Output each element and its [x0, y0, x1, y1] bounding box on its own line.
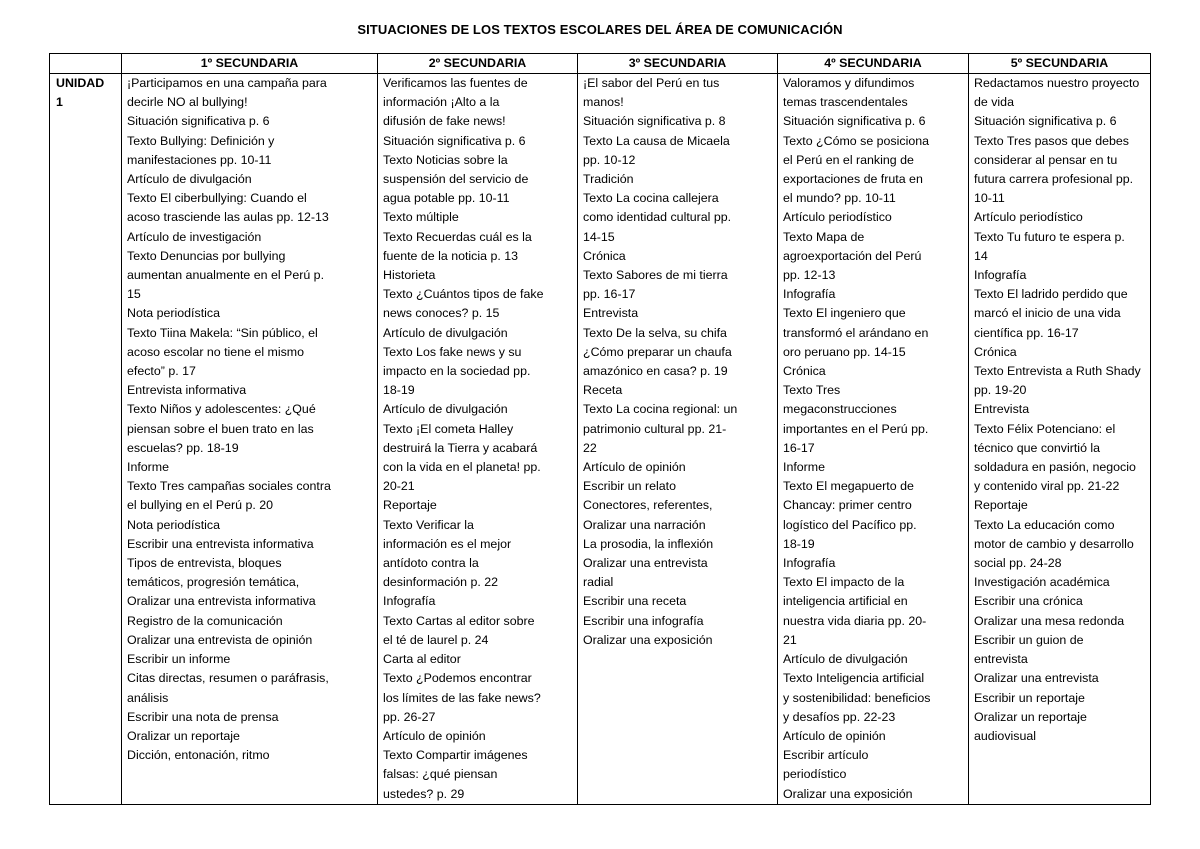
cell-line: Escribir artículo — [783, 748, 869, 763]
content-table — [49, 53, 1151, 805]
cell-line: Entrevista — [583, 306, 639, 321]
cell-line: el té de laurel p. 24 — [383, 632, 489, 647]
cell-line: Escribir una crónica — [974, 594, 1083, 609]
cell-line: La prosodia, la inflexión — [583, 536, 714, 551]
cell-line: Texto Félix Potenciano: el — [974, 421, 1116, 436]
cell-line: fuente de la noticia p. 13 — [383, 248, 519, 263]
header-1-secundaria: 1º SECUNDARIA — [122, 54, 378, 74]
cell-line: Artículo de investigación — [127, 229, 262, 244]
cell-line: Texto Tres campañas sociales contra — [127, 479, 331, 494]
cell-line: y sostenibilidad: beneficios — [783, 690, 931, 705]
cell-line: Texto Verificar la — [383, 517, 474, 532]
cell-line: Artículo de divulgación — [383, 402, 508, 417]
cell-line: Crónica — [583, 248, 626, 263]
cell-line: Chancay: primer centro — [783, 498, 912, 513]
cell-line: Receta — [583, 383, 623, 398]
unit-label: UNIDAD — [56, 76, 105, 90]
cell-line: Escribir una nota de prensa — [127, 709, 279, 724]
header-3-secundaria: 3º SECUNDARIA — [578, 54, 778, 74]
cell-line: Situación significativa p. 6 — [974, 114, 1117, 129]
cell-line: megaconstrucciones — [783, 402, 897, 417]
cell-line: suspensión del servicio de — [383, 172, 529, 187]
cell-line: Tradición — [583, 172, 634, 187]
cell-line: news conoces? p. 15 — [383, 306, 500, 321]
cell-line: Texto El megapuerto de — [783, 479, 914, 494]
cell-line: Redactamos nuestro proyecto — [974, 76, 1140, 90]
cell-line: Situación significativa p. 6 — [783, 114, 926, 129]
cell-line: Texto Tres pasos que debes — [974, 133, 1129, 148]
cell-line: Investigación académica — [974, 575, 1110, 590]
cell-line: Texto El ciberbullying: Cuando el — [127, 191, 307, 206]
cell-line: Escribir una infografía — [583, 613, 704, 628]
cell-line: Texto Bullying: Definición y — [127, 133, 275, 148]
cell-line: con la vida en el planeta! pp. — [383, 460, 541, 475]
cell-line: Oralizar una exposición — [583, 632, 713, 647]
cell-line: piensan sobre el buen trato en las — [127, 421, 314, 436]
cell-3-secundaria — [578, 74, 778, 805]
cell-line: el mundo? pp. 10-11 — [783, 191, 896, 206]
cell-line: Infografía — [383, 594, 436, 609]
cell-line: Texto Niños y adolescentes: ¿Qué — [127, 402, 316, 417]
unit-cell — [50, 74, 122, 805]
cell-line: Oralizar una entrevista — [974, 671, 1099, 686]
cell-line: Texto El ladrido perdido que — [974, 287, 1128, 302]
cell-line: Escribir un reportaje — [974, 690, 1085, 705]
cell-line: Texto ¡El cometa Halley — [383, 421, 514, 436]
cell-line: Texto ¿Podemos encontrar — [383, 671, 532, 686]
cell-line: Valoramos y difundimos — [783, 76, 915, 90]
cell-line: falsas: ¿qué piensan — [383, 767, 498, 782]
cell-line: ¡Participamos en una campaña para — [127, 76, 327, 90]
table-header-row — [50, 54, 1151, 74]
cell-line: manifestaciones pp. 10-11 — [127, 152, 272, 167]
cell-line: de vida — [974, 95, 1014, 110]
cell-line: amazónico en casa? p. 19 — [583, 364, 728, 379]
cell-line: Texto La cocina regional: un — [583, 402, 738, 417]
table-row-unidad-1 — [50, 74, 1151, 805]
cell-line: radial — [583, 575, 614, 590]
cell-line: técnico que convirtió la — [974, 440, 1101, 455]
cell-line: pp. 19-20 — [974, 383, 1027, 398]
cell-line: Texto Tu futuro te espera p. — [974, 229, 1125, 244]
cell-line: los límites de las fake news? — [383, 690, 541, 705]
cell-line: Historieta — [383, 268, 436, 283]
cell-line: Oralizar una entrevista de opinión — [127, 632, 313, 647]
cell-line: entrevista — [974, 652, 1028, 667]
cell-line: 10-11 — [974, 191, 1005, 206]
cell-line: agua potable pp. 10-11 — [383, 191, 510, 206]
cell-line: Conectores, referentes, — [583, 498, 713, 513]
cell-line: 14-15 — [583, 229, 615, 244]
cell-line: pp. 12-13 — [783, 268, 836, 283]
cell-line: pp. 16-17 — [583, 287, 636, 302]
cell-line: como identidad cultural pp. — [583, 210, 732, 225]
cell-line: Texto De la selva, su chifa — [583, 325, 727, 340]
cell-line: Oralizar una entrevista — [583, 556, 708, 571]
cell-line: 20-21 — [383, 479, 415, 494]
cell-line: y contenido viral pp. 21-22 — [974, 479, 1120, 494]
cell-line: inteligencia artificial en — [783, 594, 908, 609]
cell-1-secundaria — [122, 74, 378, 805]
cell-line: Reportaje — [383, 498, 437, 513]
cell-line: 18-19 — [383, 383, 415, 398]
cell-line: Oralizar una exposición — [783, 786, 913, 801]
cell-line: Texto Compartir imágenes — [383, 748, 528, 763]
cell-line: transformó el arándano en — [783, 325, 929, 340]
cell-line: acoso trasciende las aulas pp. 12-13 — [127, 210, 329, 225]
cell-line: Registro de la comunicación — [127, 613, 283, 628]
cell-line: manos! — [583, 95, 624, 110]
cell-line: Texto ¿Cuántos tipos de fake — [383, 287, 544, 302]
cell-line: Informe — [783, 460, 826, 475]
cell-line: antídoto contra la — [383, 556, 479, 571]
cell-line: exportaciones de fruta en — [783, 172, 923, 187]
cell-line: 21 — [783, 632, 797, 647]
cell-line: Texto ¿Cómo se posiciona — [783, 133, 930, 148]
cell-line: Verificamos las fuentes de — [383, 76, 528, 90]
cell-line: escuelas? pp. 18-19 — [127, 440, 239, 455]
cell-line: Oralizar una mesa redonda — [974, 613, 1125, 628]
cell-line: Carta al editor — [383, 652, 461, 667]
cell-line: 14 — [974, 248, 988, 263]
unit-number: 1 — [56, 95, 63, 110]
cell-line: Situación significativa p. 8 — [583, 114, 726, 129]
cell-line: temas trascendentales — [783, 95, 908, 110]
cell-line: información ¡Alto a la — [383, 95, 500, 110]
cell-line: Texto Sabores de mi tierra — [583, 268, 728, 283]
cell-line: destruirá la Tierra y acabará — [383, 440, 538, 455]
cell-line: logístico del Pacífico pp. — [783, 517, 917, 532]
cell-line: Infografía — [974, 268, 1027, 283]
cell-5-secundaria — [969, 74, 1151, 805]
cell-line: ¿Cómo preparar un chaufa — [583, 344, 732, 359]
cell-line: nuestra vida diaria pp. 20- — [783, 613, 927, 628]
cell-line: Oralizar una narración — [583, 517, 706, 532]
cell-line: y desafíos pp. 22-23 — [783, 709, 896, 724]
cell-line: el bullying en el Perú p. 20 — [127, 498, 274, 513]
cell-line: Escribir un informe — [127, 652, 231, 667]
cell-line: marcó el inicio de una vida — [974, 306, 1121, 321]
cell-line: pp. 26-27 — [383, 709, 436, 724]
cell-line: 16-17 — [783, 440, 815, 455]
cell-line: 18-19 — [783, 536, 815, 551]
cell-line: Situación significativa p. 6 — [127, 114, 270, 129]
cell-line: desinformación p. 22 — [383, 575, 499, 590]
cell-line: motor de cambio y desarrollo — [974, 536, 1134, 551]
cell-4-secundaria — [778, 74, 969, 805]
cell-line: Oralizar una entrevista informativa — [127, 594, 316, 609]
cell-line: información es el mejor — [383, 536, 512, 551]
cell-line: aumentan anualmente en el Perú p. — [127, 268, 325, 283]
cell-line: Reportaje — [974, 498, 1028, 513]
cell-line: Artículo de divulgación — [383, 325, 508, 340]
cell-line: 15 — [127, 287, 141, 302]
cell-line: soldadura en pasión, negocio — [974, 460, 1136, 475]
cell-line: Texto La causa de Micaela — [583, 133, 730, 148]
cell-line: Texto El impacto de la — [783, 575, 905, 590]
header-2-secundaria: 2º SECUNDARIA — [378, 54, 578, 74]
cell-line: audiovisual — [974, 728, 1036, 743]
cell-line: ¡El sabor del Perú en tus — [583, 76, 720, 90]
cell-line: Escribir una entrevista informativa — [127, 536, 314, 551]
cell-2-secundaria — [378, 74, 578, 805]
cell-line: Texto múltiple — [383, 210, 459, 225]
cell-line: agroexportación del Perú — [783, 248, 922, 263]
cell-line: Artículo periodístico — [974, 210, 1083, 225]
cell-line: Citas directas, resumen o paráfrasis, — [127, 671, 329, 686]
document-title: SITUACIONES DE LOS TEXTOS ESCOLARES DEL ÁREA DE COMUNICACIÓN — [357, 22, 843, 37]
cell-line: social pp. 24-28 — [974, 556, 1062, 571]
cell-line: Artículo de opinión — [583, 460, 686, 475]
cell-line: importantes en el Perú pp. — [783, 421, 929, 436]
cell-line: Entrevista informativa — [127, 383, 247, 398]
cell-line: Texto Noticias sobre la — [383, 152, 508, 167]
cell-line: Nota periodística — [127, 517, 220, 532]
cell-line: Texto Entrevista a Ruth Shady — [974, 364, 1141, 379]
cell-line: Texto El ingeniero que — [783, 306, 906, 321]
cell-line: Texto Recuerdas cuál es la — [383, 229, 532, 244]
cell-line: Entrevista — [974, 402, 1030, 417]
cell-line: Texto Tiina Makela: “Sin público, el — [127, 325, 318, 340]
cell-line: Texto Denuncias por bullying — [127, 248, 286, 263]
cell-line: oro peruano pp. 14-15 — [783, 344, 906, 359]
cell-line: Crónica — [783, 364, 826, 379]
cell-line: Texto La cocina callejera — [583, 191, 719, 206]
cell-line: futura carrera profesional pp. — [974, 172, 1134, 187]
cell-line: periodístico — [783, 767, 847, 782]
cell-line: decirle NO al bullying! — [127, 95, 248, 110]
cell-line: Texto La educación como — [974, 517, 1115, 532]
cell-line: Situación significativa p. 6 — [383, 133, 526, 148]
header-cell-empty — [50, 54, 122, 74]
cell-line: difusión de fake news! — [383, 114, 506, 129]
cell-line: Artículo de opinión — [783, 728, 886, 743]
cell-line: patrimonio cultural pp. 21- — [583, 421, 727, 436]
cell-line: el Perú en el ranking de — [783, 152, 914, 167]
cell-line: Oralizar un reportaje — [974, 709, 1087, 724]
cell-line: Texto Cartas al editor sobre — [383, 613, 535, 628]
cell-line: Texto Tres — [783, 383, 841, 398]
cell-line: Crónica — [974, 344, 1017, 359]
cell-line: temáticos, progresión temática, — [127, 575, 300, 590]
cell-line: Artículo de opinión — [383, 728, 486, 743]
cell-line: Tipos de entrevista, bloques — [127, 556, 282, 571]
cell-line: Nota periodística — [127, 306, 220, 321]
cell-line: Artículo periodístico — [783, 210, 892, 225]
cell-line: Escribir una receta — [583, 594, 687, 609]
header-5-secundaria: 5º SECUNDARIA — [969, 54, 1151, 74]
cell-line: Texto Inteligencia artificial — [783, 671, 925, 686]
header-4-secundaria: 4º SECUNDARIA — [778, 54, 969, 74]
cell-line: Texto Los fake news y su — [383, 344, 522, 359]
cell-line: acoso escolar no tiene el mismo — [127, 344, 304, 359]
cell-line: considerar al pensar en tu — [974, 152, 1118, 167]
cell-line: Informe — [127, 460, 170, 475]
cell-line: Dicción, entonación, ritmo — [127, 748, 270, 763]
cell-line: Infografía — [783, 287, 836, 302]
cell-line: Infografía — [783, 556, 836, 571]
cell-line: 22 — [583, 440, 597, 455]
cell-line: pp. 10-12 — [583, 152, 636, 167]
cell-line: Texto Mapa de — [783, 229, 865, 244]
cell-line: Artículo de divulgación — [127, 172, 252, 187]
cell-line: impacto en la sociedad pp. — [383, 364, 531, 379]
cell-line: científica pp. 16-17 — [974, 325, 1079, 340]
cell-line: Escribir un relato — [583, 479, 676, 494]
cell-line: análisis — [127, 690, 169, 705]
cell-line: Artículo de divulgación — [783, 652, 908, 667]
cell-line: Oralizar un reportaje — [127, 728, 240, 743]
cell-line: Escribir un guion de — [974, 632, 1084, 647]
cell-line: ustedes? p. 29 — [383, 786, 465, 801]
cell-line: efecto” p. 17 — [127, 364, 196, 379]
